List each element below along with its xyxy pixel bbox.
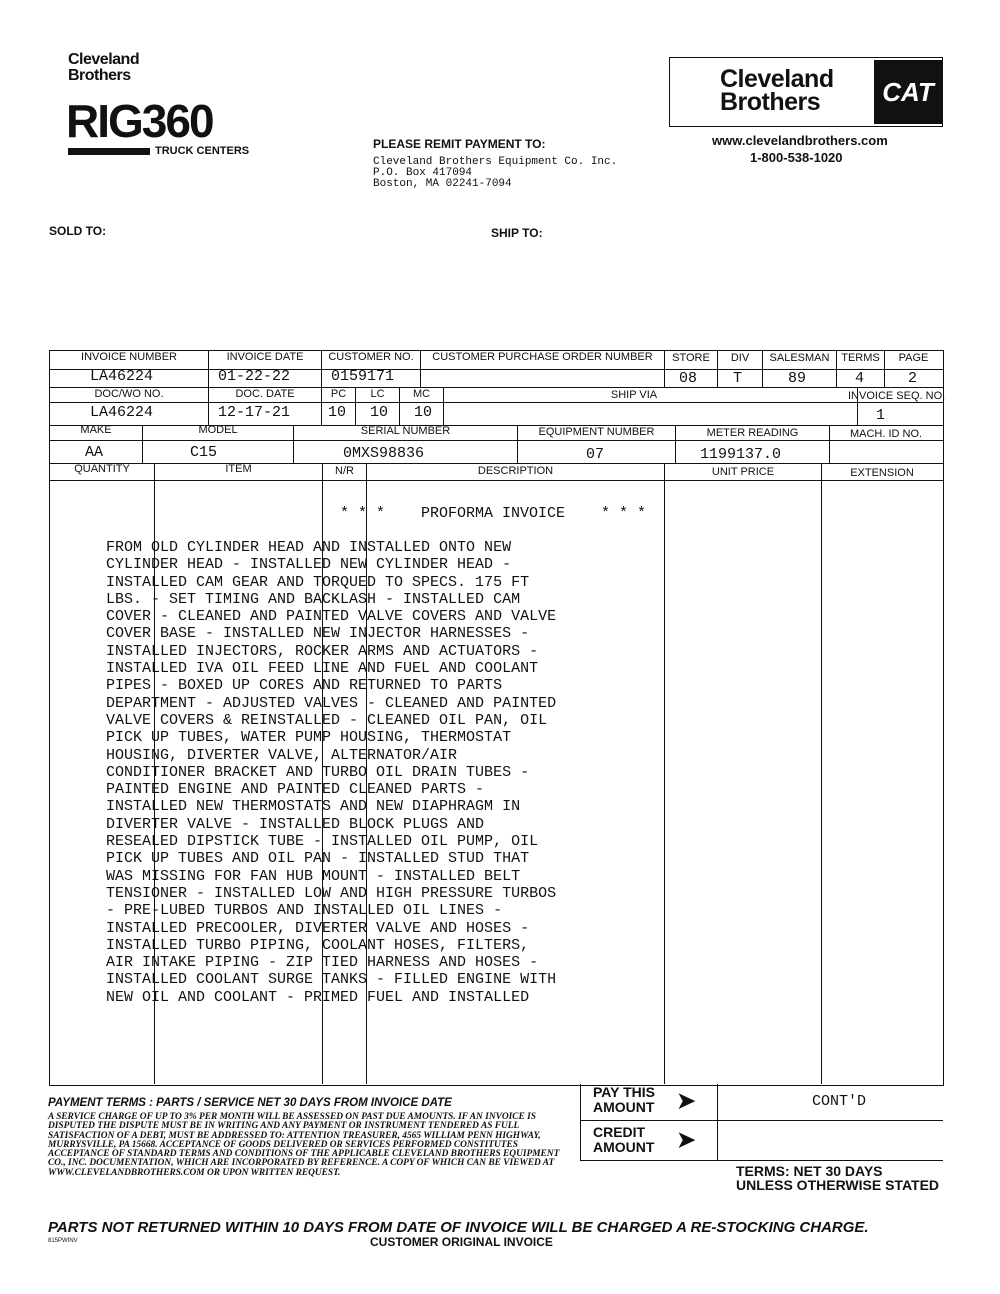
lc-value: 10 xyxy=(370,404,389,421)
description-header: DESCRIPTION xyxy=(477,465,554,477)
credit-line-1: CREDIT xyxy=(593,1124,646,1140)
page-header: PAGE xyxy=(898,352,929,364)
store-header: STORE xyxy=(672,352,710,364)
serial-number-header: SERIAL NUMBER xyxy=(360,425,451,437)
invoice-date-header: INVOICE DATE xyxy=(226,351,304,363)
salesman-header: SALESMAN xyxy=(769,352,830,364)
terms-value: 4 xyxy=(855,370,865,387)
description-line: FROM OLD CYLINDER HEAD AND INSTALLED ONTO NEW xyxy=(106,539,512,556)
model-value: C15 xyxy=(190,444,218,461)
salesman-value: 89 xyxy=(788,370,807,387)
mc-value: 10 xyxy=(414,404,433,421)
description-line: COVER BASE - INSTALLED NEW INJECTOR HARNESSES - xyxy=(106,625,530,643)
description-line: INSTALLED COOLANT SURGE TANKS - FILLED ENGINE WITH xyxy=(106,971,557,989)
description-line: PICK UP TUBES AND OIL PAN - INSTALLED STUD THAT xyxy=(106,850,530,868)
form-code: 815PWINV xyxy=(48,1238,78,1244)
description-line: PIPES - BOXED UP CORES AND RETURNED TO PARTS xyxy=(106,677,503,695)
pay-this-line-2: AMOUNT xyxy=(593,1099,655,1115)
description-line: VALVE COVERS & REINSTALLED - CLEANED OIL PAN, OIL xyxy=(106,711,548,729)
mach-id-header: MACH. ID NO. xyxy=(849,428,923,440)
description-line: INSTALLED CAM GEAR AND TORQUED TO SPECS. 175 FT xyxy=(106,573,530,591)
serial-number-value: 0MXS98836 xyxy=(343,445,425,462)
lc-header: LC xyxy=(370,388,385,400)
description-line: HOUSING, DIVERTER VALVE, ALTERNATOR/AIR xyxy=(106,746,458,764)
rule xyxy=(49,369,943,370)
pc-header: PC xyxy=(330,388,347,400)
div-value: T xyxy=(733,370,743,387)
dealer-website: www.clevelandbrothers.com xyxy=(712,133,888,148)
customer-no-header: CUSTOMER NO. xyxy=(328,351,414,363)
terms-header: TERMS xyxy=(841,352,880,364)
description-line: - PRE-LUBED TURBOS AND INSTALLED OIL LINES - xyxy=(106,902,503,920)
nr-header: N/R xyxy=(335,465,354,477)
mc-header: MC xyxy=(412,388,431,400)
terms-line-2: UNLESS OTHERWISE STATED xyxy=(736,1177,940,1193)
make-value: AA xyxy=(85,444,104,461)
doc-date-value: 12-17-21 xyxy=(218,404,291,421)
store-value: 08 xyxy=(679,370,698,387)
right-name-2: Brothers xyxy=(720,88,821,116)
pc-value: 10 xyxy=(328,404,347,421)
description-line: CYLINDER HEAD - INSTALLED NEW CYLINDER HEAD - xyxy=(106,556,512,574)
rule xyxy=(821,463,822,1084)
rule xyxy=(580,1084,581,1161)
div-header: DIV xyxy=(730,352,750,364)
equipment-number-value: 07 xyxy=(586,446,605,463)
rig360-subtitle: TRUCK CENTERS xyxy=(155,145,250,157)
description-line: DEPARTMENT - ADJUSTED VALVES - CLEANED AND PAINTED xyxy=(106,694,557,712)
rule xyxy=(49,440,943,441)
rig360-logo-bar xyxy=(68,148,150,155)
doc-date-header: DOC. DATE xyxy=(235,388,295,400)
description-line: TENSIONER - INSTALLED LOW AND HIGH PRESSURE TURBOS xyxy=(106,884,557,902)
description-line: INSTALLED INJECTORS, ROCKER ARMS AND ACTUATORS - xyxy=(106,642,539,660)
service-description xyxy=(106,539,556,1006)
terms-line-1: TERMS: NET 30 DAYS xyxy=(736,1163,883,1179)
item-header: ITEM xyxy=(225,463,252,475)
brand-line-2: Brothers xyxy=(68,67,131,84)
credit-amount-label xyxy=(593,1125,654,1155)
invoice-seq-value: 1 xyxy=(876,407,886,424)
rule xyxy=(49,480,943,481)
remit-line-2: P.O. Box 417094 xyxy=(373,167,473,179)
description-line: NEW OIL AND COOLANT - PRIMED FUEL AND INSTALLED xyxy=(106,988,530,1006)
meter-reading-header: METER READING xyxy=(706,427,799,439)
cat-logo: CAT xyxy=(874,60,942,124)
rig360-logo: RIG360 xyxy=(66,95,213,147)
page-value: 2 xyxy=(908,370,918,387)
meter-reading-value: 1199137.0 xyxy=(700,446,782,463)
description-line: CONDITIONER BRACKET AND TURBO OIL DRAIN TUBES - xyxy=(106,763,530,781)
remit-heading: PLEASE REMIT PAYMENT TO: xyxy=(373,137,546,151)
pay-this-amount-label xyxy=(593,1085,655,1115)
description-line: LBS. - SET TIMING AND BACKLASH - INSTALLED CAM xyxy=(106,590,521,608)
description-line: AIR INTAKE PIPING - ZIP TIED HARNESS AND HOSES - xyxy=(106,954,539,972)
description-line: RESEALED DIPSTICK TUBE - INSTALLED OIL PUMP, OIL xyxy=(106,833,539,851)
sold-to-label: SOLD TO: xyxy=(49,224,107,238)
rule xyxy=(580,1120,943,1121)
ship-via-header: SHIP VIA xyxy=(610,389,658,401)
invoice-seq-header: INVOICE SEQ. NO. xyxy=(848,390,946,402)
description-line: INSTALLED NEW THERMOSTATS AND NEW DIAPHRAGM IN xyxy=(106,798,521,816)
pay-amount-value: CONT'D xyxy=(812,1093,867,1110)
description-line: INSTALLED IVA OIL FEED LINE AND FUEL AND COOLANT xyxy=(106,660,539,678)
description-line: DIVERTER VALVE - INSTALLED BLOCK PLUGS AND xyxy=(106,815,485,833)
cleveland-brothers-logo-text xyxy=(720,65,834,116)
payment-terms-text: A SERVICE CHARGE OF UP TO 3% PER MONTH WILL BE ASSESSED ON PAST DUE AMOUNTS. IF AN INVOICE IS DISPUTED THE DISPUTE MUST BE IN WRITING AND ANY PAYMENT OR INSTRUMENT TENDERED AS FULL SATISFACTION OF A DEBT, MUST BE ADDRESSED TO: ATTENTION TREASURER, 4565 WILLIAM PENN HIGHWAY, MURRYSVILLE, PA 15668. ACCEPTANCE OF GOODS DELIVERED OR SERVICES PERFORMED CONSTITUTES ACCEPTANCE OF STANDARD TERMS AND CONDITIONS OF THE APPLICABLE CLEVELAND BROTHERS EQUIPMENT CO., INC. DOCUMENTATION, WHICH ARE INCORPORATED BY REFERENCE. A COPY OF WHICH CAN BE VIEWED AT WWW.CLEVELANDBROTHERS.COM OR UPON WRITTEN REQUEST. xyxy=(48,1112,560,1178)
credit-line-2: AMOUNT xyxy=(593,1139,655,1155)
customer-po-header: CUSTOMER PURCHASE ORDER NUMBER xyxy=(432,351,653,363)
extension-header: EXTENSION xyxy=(850,467,914,479)
rule xyxy=(664,463,665,1084)
description-line: INSTALLED TURBO PIPING, COOLANT HOSES, FILTERS, xyxy=(106,936,530,954)
payment-terms-heading: PAYMENT TERMS : PARTS / SERVICE NET 30 DAYS FROM INVOICE DATE xyxy=(48,1097,452,1109)
customer-no-value: 0159171 xyxy=(331,368,395,385)
equipment-number-header: EQUIPMENT NUMBER xyxy=(538,426,655,438)
proforma-banner: * * * PROFORMA INVOICE * * * xyxy=(340,505,647,522)
rule xyxy=(717,1084,718,1161)
customer-original-label: CUSTOMER ORIGINAL INVOICE xyxy=(370,1235,553,1249)
arrow-right-icon: ➤ xyxy=(677,1127,696,1152)
arrow-right-icon: ➤ xyxy=(677,1088,696,1113)
make-header: MAKE xyxy=(80,424,112,436)
invoice-number-value: LA46224 xyxy=(90,368,154,385)
description-line: WAS MISSING FOR FAN HUB MOUNT - INSTALLED BELT xyxy=(106,867,521,885)
doc-wo-header: DOC/WO NO. xyxy=(94,388,164,400)
remit-line-3: Boston, MA 02241-7094 xyxy=(373,178,512,190)
remit-line-1: Cleveland Brothers Equipment Co. Inc. xyxy=(373,156,618,168)
unit-price-header: UNIT PRICE xyxy=(711,466,775,478)
doc-wo-value: LA46224 xyxy=(90,404,154,421)
description-line: PAINTED ENGINE AND PAINTED CLEANED PARTS - xyxy=(106,781,485,799)
dealer-phone: 1-800-538-1020 xyxy=(750,150,843,165)
rule xyxy=(580,1160,943,1161)
pay-this-line-1: PAY THIS xyxy=(593,1084,655,1100)
invoice-date-value: 01-22-22 xyxy=(218,368,291,385)
description-line: INSTALLED PRECOOLER, DIVERTER VALVE AND HOSES - xyxy=(106,919,530,937)
rig360-brand-name xyxy=(68,52,139,84)
description-line: COVER - CLEANED AND PAINTED VALVE COVERS AND VALVE xyxy=(106,608,557,626)
right-name-1: Cleveland xyxy=(720,65,834,93)
quantity-header: QUANTITY xyxy=(74,463,130,475)
brand-line-1: Cleveland xyxy=(68,51,140,68)
model-header: MODEL xyxy=(198,424,238,436)
terms-note xyxy=(736,1164,939,1192)
rule xyxy=(49,402,943,403)
ship-to-label: SHIP TO: xyxy=(491,226,543,240)
restocking-notice: PARTS NOT RETURNED WITHIN 10 DAYS FROM DATE OF INVOICE WILL BE CHARGED A RE-STOCKING CHARGE. xyxy=(48,1219,869,1236)
invoice-number-header: INVOICE NUMBER xyxy=(81,351,177,363)
description-line: PICK UP TUBES, WATER PUMP HOUSING, THERMOSTAT xyxy=(106,729,512,747)
